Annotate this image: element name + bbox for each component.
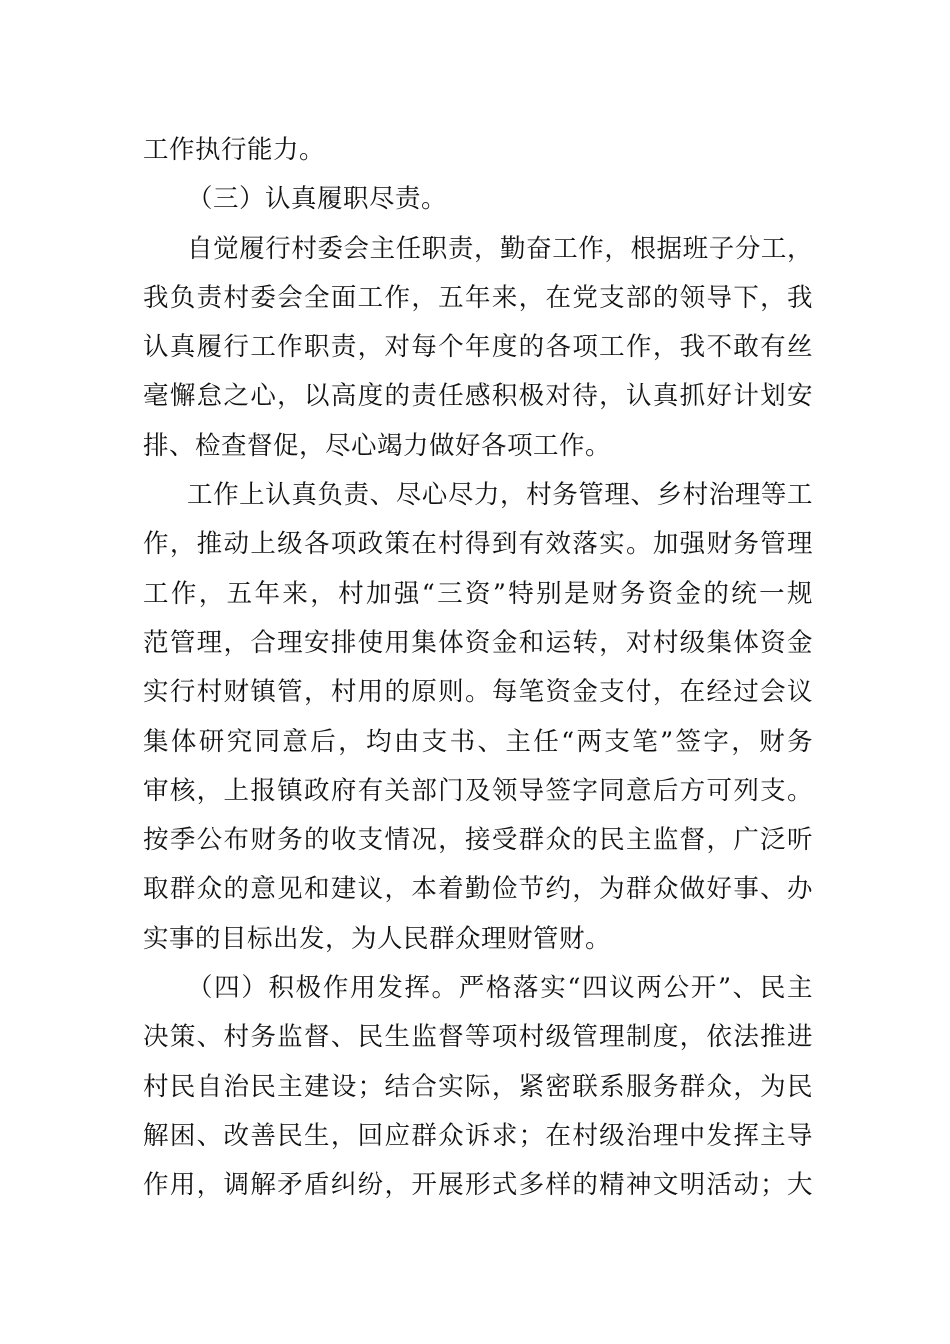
text-line: 排、检查督促，尽心竭力做好各项工作。 — [143, 430, 612, 461]
text-line: 取群众的意见和建议，本着勤俭节约，为群众做好事、办 — [143, 874, 813, 905]
text-line: 决策、村务监督、民生监督等项村级管理制度，依法推进 — [143, 1022, 813, 1053]
text-line: 认真履行工作职责，对每个年度的各项工作，我不敢有丝 — [143, 332, 813, 363]
text-line: 毫懈怠之心，以高度的责任感积极对待，认真抓好计划安 — [143, 381, 813, 412]
text-line: 按季公布财务的收支情况，接受群众的民主监督，广泛听 — [143, 825, 813, 856]
text-line: 审核，上报镇政府有关部门及领导签字同意后方可列支。 — [143, 775, 813, 806]
text-line: 我负责村委会全面工作，五年来，在党支部的领导下，我 — [143, 282, 813, 313]
text-line: 集体研究同意后，均由支书、主任“两支笔”签字，财务 — [143, 726, 813, 757]
text-line: 解困、改善民生，回应群众诉求；在村级治理中发挥主导 — [143, 1120, 813, 1151]
text-line: 范管理，合理安排使用集体资金和运转，对村级集体资金 — [143, 627, 813, 658]
text-line: 实事的目标出发，为人民群众理财管财。 — [143, 923, 612, 954]
text-line: 工作，五年来，村加强“三资”特别是财务资金的统一规 — [143, 578, 813, 609]
text-line: 自觉履行村委会主任职责，勤奋工作，根据班子分工， — [187, 233, 813, 264]
text-line: 作用，调解矛盾纠纷，开展形式多样的精神文明活动；大 — [143, 1170, 813, 1201]
text-line: 村民自治民主建设；结合实际，紧密联系服务群众，为民 — [143, 1071, 813, 1102]
document-body-text — [143, 126, 813, 1211]
text-line: （三）认真履职尽责。 — [187, 184, 448, 215]
text-line: （四）积极作用发挥。严格落实“四议两公开”、民主 — [187, 973, 813, 1004]
text-line: 作，推动上级各项政策在村得到有效落实。加强财务管理 — [143, 529, 813, 560]
text-line: 工作上认真负责、尽心尽力，村务管理、乡村治理等工 — [187, 480, 813, 511]
text-line: 工作执行能力。 — [143, 135, 326, 165]
text-line: 实行村财镇管，村用的原则。每笔资金支付，在经过会议 — [143, 677, 813, 708]
